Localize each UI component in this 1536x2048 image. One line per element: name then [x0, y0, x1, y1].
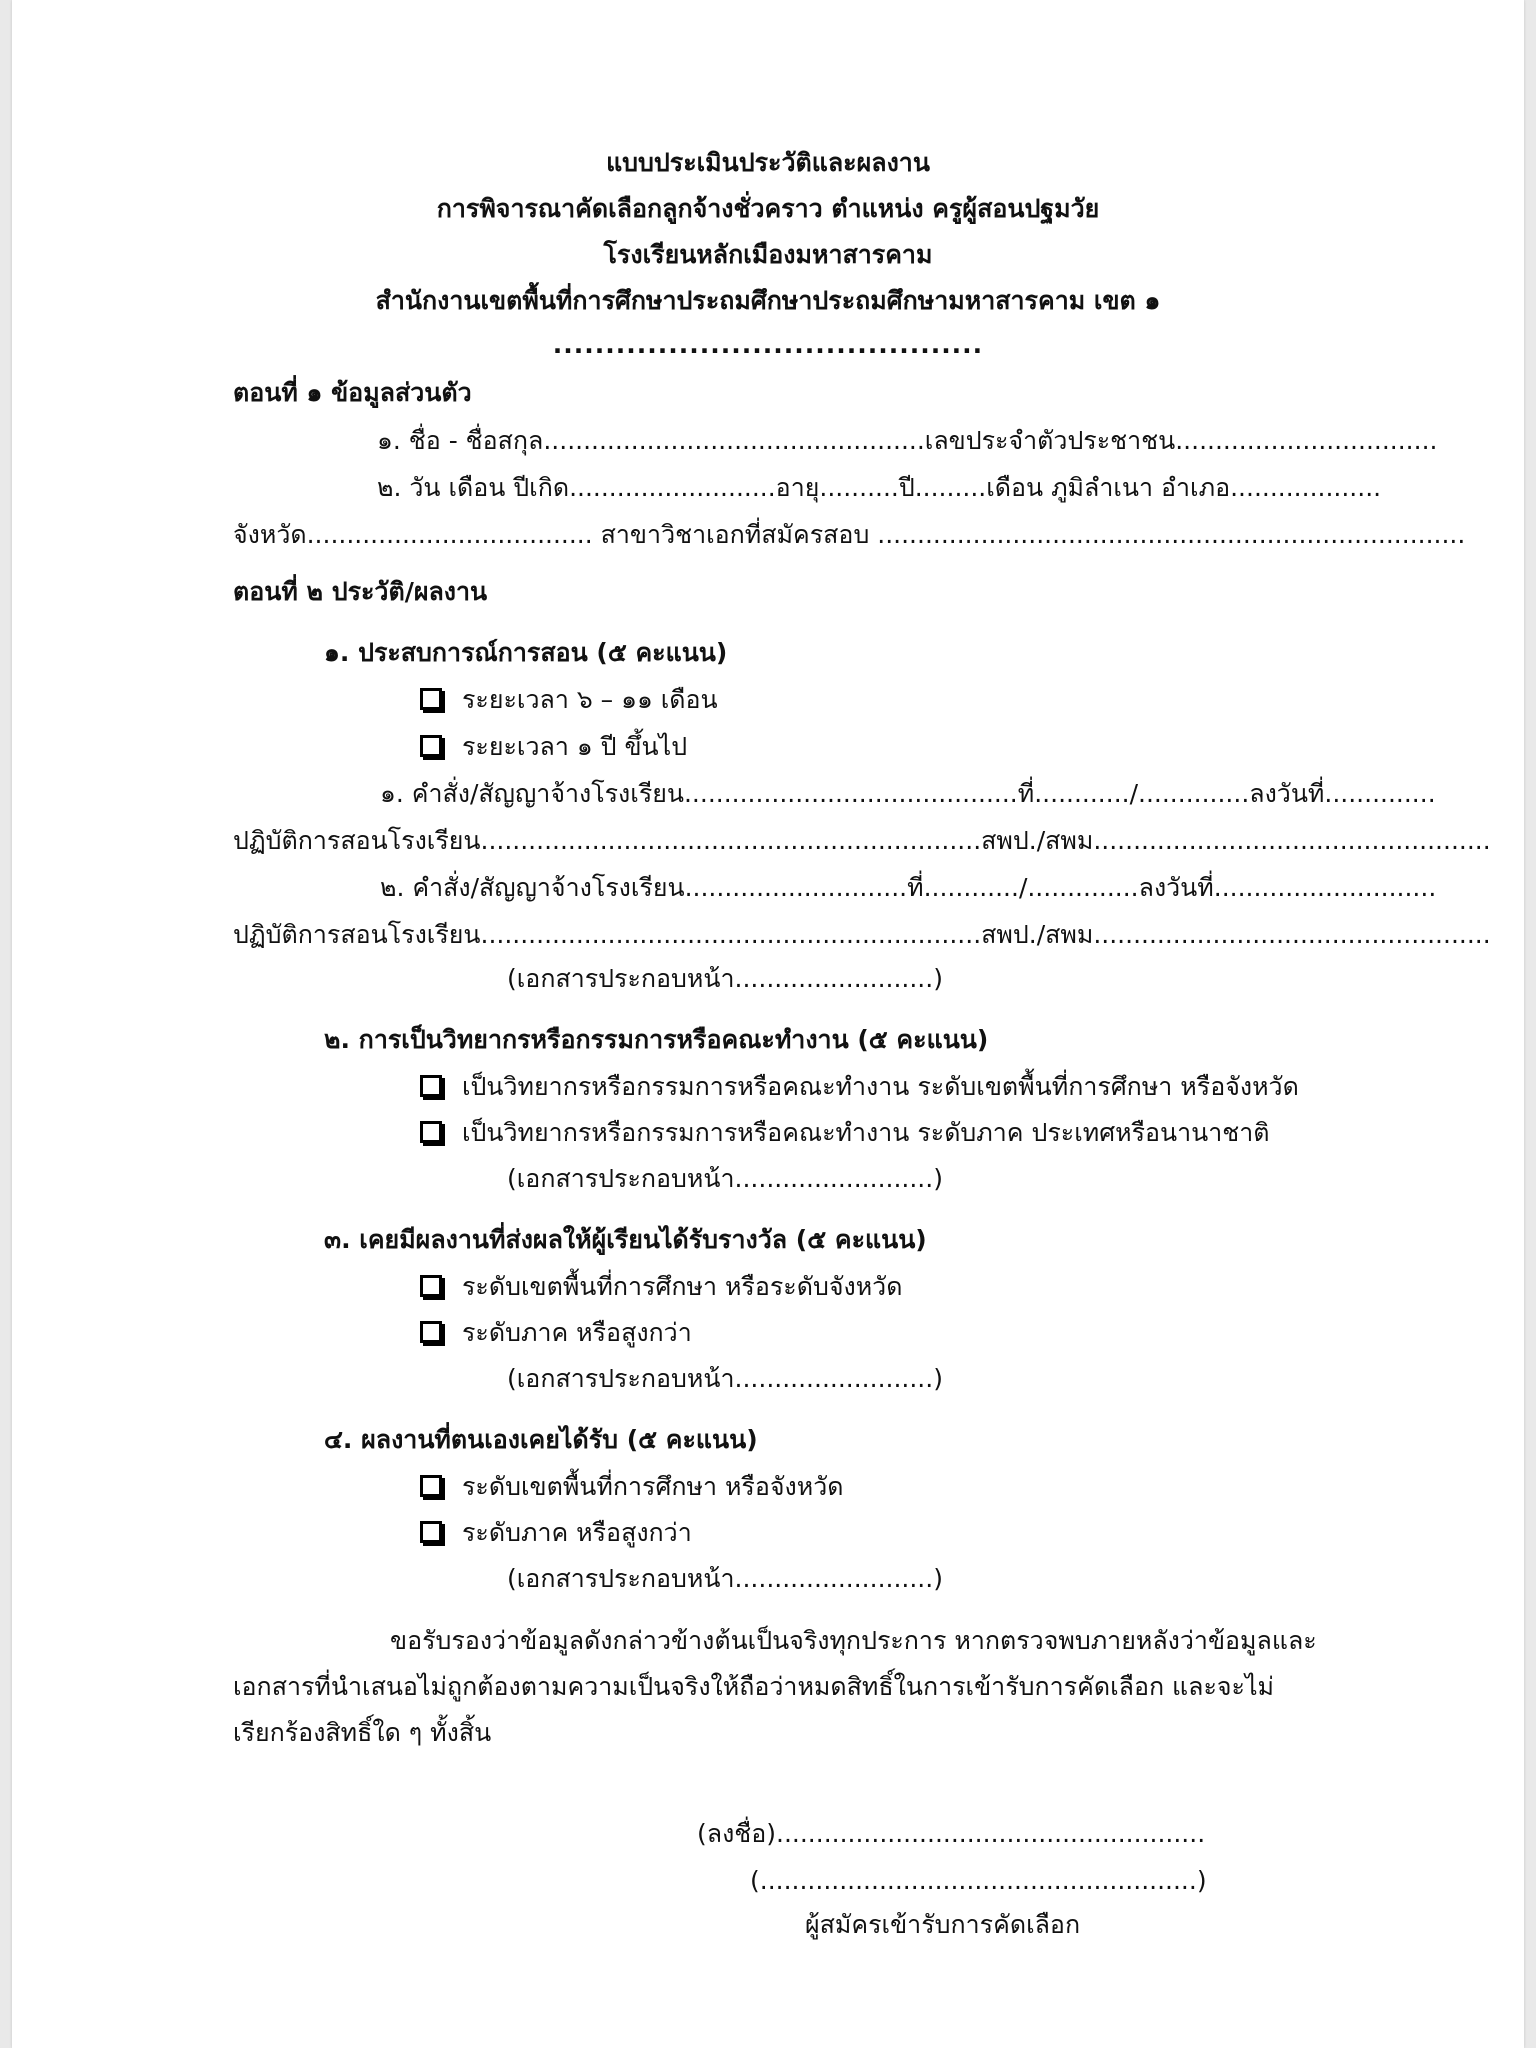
declaration-line-3: เรียกร้องสิทธิ์ใด ๆ ทั้งสิ้น	[233, 1718, 492, 1747]
sec1-title: ๑. ประสบการณ์การสอน (๕ คะแนน)	[324, 638, 728, 667]
checkbox-icon[interactable]	[420, 1475, 442, 1497]
sec3-option-2[interactable]	[420, 1316, 692, 1350]
sec1-teaching-line-2: ปฏิบัติการสอนโรงเรียน...............................................................สพป./สพม..................................................	[233, 920, 1491, 949]
birth-age-line: ๒. วัน เดือน ปีเกิด..........................อายุ..........ปี.........เดือน ภูมิลำเนา อำเภอ...................	[377, 473, 1382, 502]
header-separator: .........................................	[552, 330, 984, 359]
sec4-option-2[interactable]	[420, 1516, 692, 1550]
declaration-line-2: เอกสารที่นำเสนอไม่ถูกต้องตามความเป็นจริงให้ถือว่าหมดสิทธิ์ในการเข้ารับการคัดเลือก และจะไม่	[233, 1672, 1275, 1701]
sec2-option-2[interactable]	[420, 1116, 1270, 1150]
school-name: โรงเรียนหลักเมืองมหาสารคาม	[603, 240, 933, 269]
checkbox-icon[interactable]	[420, 735, 442, 757]
sec2-option-1-label: เป็นวิทยากรหรือกรรมการหรือคณะทำงาน ระดับเขตพื้นที่การศึกษา หรือจังหวัด	[462, 1072, 1299, 1101]
sec4-document-page: (เอกสารประกอบหน้า.........................)	[507, 1564, 943, 1593]
province-major-line: จังหวัด.................................... สาขาวิชาเอกที่สมัครสอบ ..........................................................................	[233, 520, 1466, 549]
part2-title: ตอนที่ ๒ ประวัติ/ผลงาน	[233, 577, 488, 606]
sec3-title: ๓. เคยมีผลงานที่ส่งผลให้ผู้เรียนได้รับรางวัล (๕ คะแนน)	[324, 1225, 927, 1254]
sec2-option-1[interactable]	[420, 1070, 1299, 1104]
declaration-line-1: ขอรับรองว่าข้อมูลดังกล่าวข้างต้นเป็นจริงทุกประการ หากตรวจพบภายหลังว่าข้อมูลและ	[390, 1626, 1317, 1655]
sec1-teaching-line-1: ปฏิบัติการสอนโรงเรียน...............................................................สพป./สพม..................................................	[233, 826, 1491, 855]
sec1-option-2[interactable]	[420, 730, 687, 764]
checkbox-icon[interactable]	[420, 688, 442, 710]
sec2-option-2-label: เป็นวิทยากรหรือกรรมการหรือคณะทำงาน ระดับภาค ประเทศหรือนานาชาติ	[462, 1118, 1270, 1147]
sec2-document-page: (เอกสารประกอบหน้า.........................)	[507, 1164, 943, 1193]
checkbox-icon[interactable]	[420, 1275, 442, 1297]
sec4-option-1-label: ระดับเขตพื้นที่การศึกษา หรือจังหวัด	[462, 1472, 844, 1501]
sec1-document-page: (เอกสารประกอบหน้า.........................)	[507, 964, 943, 993]
sec1-order-line-2: ๒. คำสั่ง/สัญญาจ้างโรงเรียน............................ที่............/..............ลงวันที่............................	[380, 873, 1437, 902]
sec4-option-1[interactable]	[420, 1470, 843, 1504]
sec1-option-2-label: ระยะเวลา ๑ ปี ขึ้นไป	[462, 732, 688, 761]
sec3-document-page: (เอกสารประกอบหน้า.........................)	[507, 1364, 943, 1393]
sec1-order-line-1: ๑. คำสั่ง/สัญญาจ้างโรงเรียน..........................................ที่............/..............ลงวันที่..............	[380, 779, 1436, 808]
sec4-title: ๔. ผลงานที่ตนเองเคยได้รับ (๕ คะแนน)	[324, 1425, 758, 1454]
checkbox-icon[interactable]	[420, 1321, 442, 1343]
sec3-option-1[interactable]	[420, 1270, 902, 1304]
checkbox-icon[interactable]	[420, 1121, 442, 1143]
part1-title: ตอนที่ ๑ ข้อมูลส่วนตัว	[233, 378, 472, 407]
signature-line: (ลงชื่อ)......................................................	[697, 1819, 1206, 1848]
sec3-option-2-label: ระดับภาค หรือสูงกว่า	[462, 1318, 692, 1347]
sec2-title: ๒. การเป็นวิทยากรหรือกรรมการหรือคณะทำงาน (๕ คะแนน)	[324, 1025, 989, 1054]
name-id-line: ๑. ชื่อ - ชื่อสกุล................................................เลขประจำตัวประชาชน.................................	[377, 426, 1438, 455]
checkbox-icon[interactable]	[420, 1075, 442, 1097]
form-subtitle: การพิจารณาคัดเลือกลูกจ้างชั่วคราว ตำแหน่ง ครูผู้สอนปฐมวัย	[436, 194, 1100, 223]
sec1-option-1[interactable]	[420, 683, 718, 717]
sec4-option-2-label: ระดับภาค หรือสูงกว่า	[462, 1518, 692, 1547]
form-title: แบบประเมินประวัติและผลงาน	[606, 148, 930, 177]
sec1-option-1-label: ระยะเวลา ๖ – ๑๑ เดือน	[462, 685, 718, 714]
document-page	[12, 0, 1524, 2048]
printed-name-line: (.......................................................)	[750, 1866, 1207, 1895]
office-name: สำนักงานเขตพื้นที่การศึกษาประถมศึกษาประถมศึกษามหาสารคาม เขต ๑	[375, 286, 1161, 315]
checkbox-icon[interactable]	[420, 1521, 442, 1543]
applicant-role: ผู้สมัครเข้ารับการคัดเลือก	[805, 1910, 1081, 1939]
sec3-option-1-label: ระดับเขตพื้นที่การศึกษา หรือระดับจังหวัด	[462, 1272, 903, 1301]
